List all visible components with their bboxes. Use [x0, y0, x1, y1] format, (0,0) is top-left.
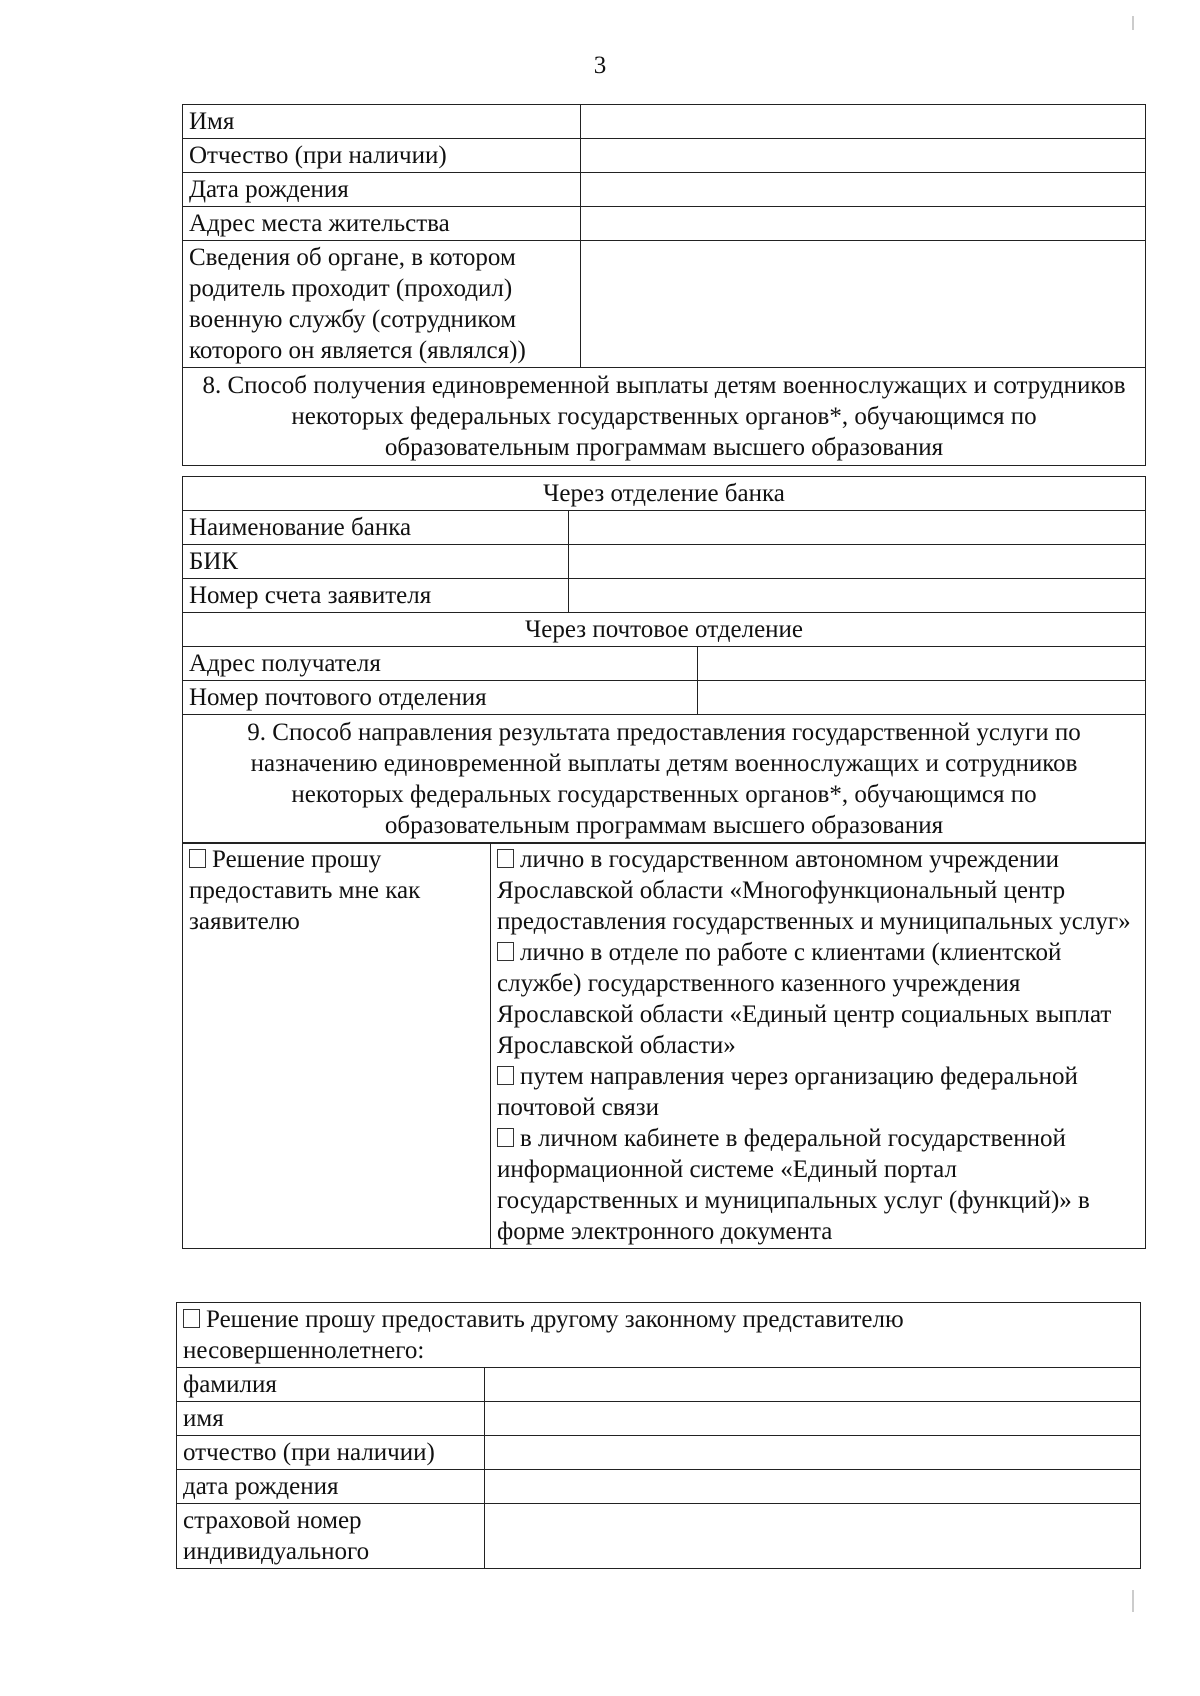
table-row	[183, 368, 1146, 466]
option-client-service-checkbox[interactable]	[497, 942, 514, 961]
account-number-field[interactable]	[569, 579, 1146, 613]
scan-edge-mark	[1132, 16, 1134, 30]
post-table	[182, 612, 1146, 844]
table-row	[183, 207, 1146, 241]
table-row	[183, 681, 1146, 715]
rep-snils-label: страховой номер индивидуального	[177, 1504, 485, 1569]
option-mfc-checkbox[interactable]	[497, 849, 514, 868]
table-row	[183, 511, 1146, 545]
option-client-service-label: лично в отделе по работе с клиентами (клиентской службе) государственного казенного учреждения Ярославской области «Единый центр социальных выплат Ярославской области»	[497, 939, 1112, 1059]
other-representative-label: Решение прошу предоставить другому законному представителю несовершеннолетнего:	[183, 1306, 904, 1364]
table-row	[177, 1368, 1141, 1402]
table-row	[183, 843, 1146, 1249]
rep-patronymic-field[interactable]	[485, 1436, 1141, 1470]
option-client-service	[497, 937, 1139, 1061]
parent-patronymic-label: Отчество (при наличии)	[183, 139, 581, 173]
applicant-decision-cell	[183, 843, 491, 1249]
parent-first-name-label: Имя	[183, 105, 581, 139]
parent-service-body-field[interactable]	[581, 241, 1146, 368]
parent-service-body-label: Сведения об органе, в котором родитель проходит (проходил) военную службу (сотрудником которого он является (являлся))	[183, 241, 581, 368]
option-mfc	[497, 844, 1139, 937]
parent-address-label: Адрес места жительства	[183, 207, 581, 241]
rep-birth-date-field[interactable]	[485, 1470, 1141, 1504]
table-row	[183, 173, 1146, 207]
option-gosuslugi	[497, 1123, 1139, 1247]
option-postal	[497, 1061, 1139, 1123]
scan-edge-mark	[1132, 1590, 1134, 1612]
bank-heading: Через отделение банка	[183, 477, 1146, 511]
table-row	[183, 477, 1146, 511]
table-row	[183, 613, 1146, 647]
table-row	[183, 545, 1146, 579]
table-row	[177, 1504, 1141, 1569]
parent-first-name-field[interactable]	[581, 105, 1146, 139]
table-row	[177, 1470, 1141, 1504]
parent-patronymic-field[interactable]	[581, 139, 1146, 173]
option-postal-checkbox[interactable]	[497, 1066, 514, 1085]
table-row	[183, 715, 1146, 844]
parent-info-table	[182, 104, 1146, 466]
other-representative-checkbox[interactable]	[183, 1309, 200, 1328]
bik-field[interactable]	[569, 545, 1146, 579]
bik-label: БИК	[183, 545, 569, 579]
option-gosuslugi-label: в личном кабинете в федеральной государственной информационной системе «Единый портал государственных и муниципальных услуг (функций)» в форме электронного документа	[497, 1125, 1090, 1245]
bank-name-field[interactable]	[569, 511, 1146, 545]
recipient-address-field[interactable]	[698, 647, 1146, 681]
rep-surname-field[interactable]	[485, 1368, 1141, 1402]
rep-patronymic-label: отчество (при наличии)	[177, 1436, 485, 1470]
table-row	[183, 579, 1146, 613]
rep-first-name-label: имя	[177, 1402, 485, 1436]
rep-snils-field[interactable]	[485, 1504, 1141, 1569]
post-office-number-label: Номер почтового отделения	[183, 681, 698, 715]
parent-birth-date-label: Дата рождения	[183, 173, 581, 207]
other-representative-table	[176, 1302, 1141, 1569]
page-number: 3	[593, 52, 607, 79]
applicant-decision-checkbox[interactable]	[189, 849, 206, 868]
section-9-heading: 9. Способ направления результата предоставления государственной услуги по назначению единовременной выплаты детям военнослужащих и сотрудников некоторых федеральных государственных органов*, обучающимся по образовательным программам высшего образования	[183, 715, 1146, 844]
applicant-decision-table	[182, 842, 1146, 1249]
table-row	[177, 1402, 1141, 1436]
option-mfc-label: лично в государственном автономном учреждении Ярославской области «Многофункциональный центр предоставления государственных и муниципальных услуг»	[497, 846, 1131, 935]
rep-surname-label: фамилия	[177, 1368, 485, 1402]
table-row	[177, 1303, 1141, 1368]
section-8-heading: 8. Способ получения единовременной выплаты детям военнослужащих и сотрудников некоторых федеральных государственных органов*, обучающимся по образовательным программам высшего образования	[183, 368, 1146, 466]
delivery-options-cell	[491, 843, 1146, 1249]
post-office-number-field[interactable]	[698, 681, 1146, 715]
rep-first-name-field[interactable]	[485, 1402, 1141, 1436]
table-row	[183, 241, 1146, 368]
parent-address-field[interactable]	[581, 207, 1146, 241]
parent-birth-date-field[interactable]	[581, 173, 1146, 207]
option-postal-label: путем направления через организацию федеральной почтовой связи	[497, 1063, 1078, 1121]
account-number-label: Номер счета заявителя	[183, 579, 569, 613]
applicant-decision-label: Решение прошу предоставить мне как заявителю	[189, 846, 421, 935]
table-row	[183, 105, 1146, 139]
bank-name-label: Наименование банка	[183, 511, 569, 545]
rep-birth-date-label: дата рождения	[177, 1470, 485, 1504]
recipient-address-label: Адрес получателя	[183, 647, 698, 681]
table-row	[177, 1436, 1141, 1470]
table-row	[183, 647, 1146, 681]
post-heading: Через почтовое отделение	[183, 613, 1146, 647]
table-row	[183, 139, 1146, 173]
bank-table	[182, 476, 1146, 613]
option-gosuslugi-checkbox[interactable]	[497, 1128, 514, 1147]
other-representative-cell	[177, 1303, 1141, 1368]
